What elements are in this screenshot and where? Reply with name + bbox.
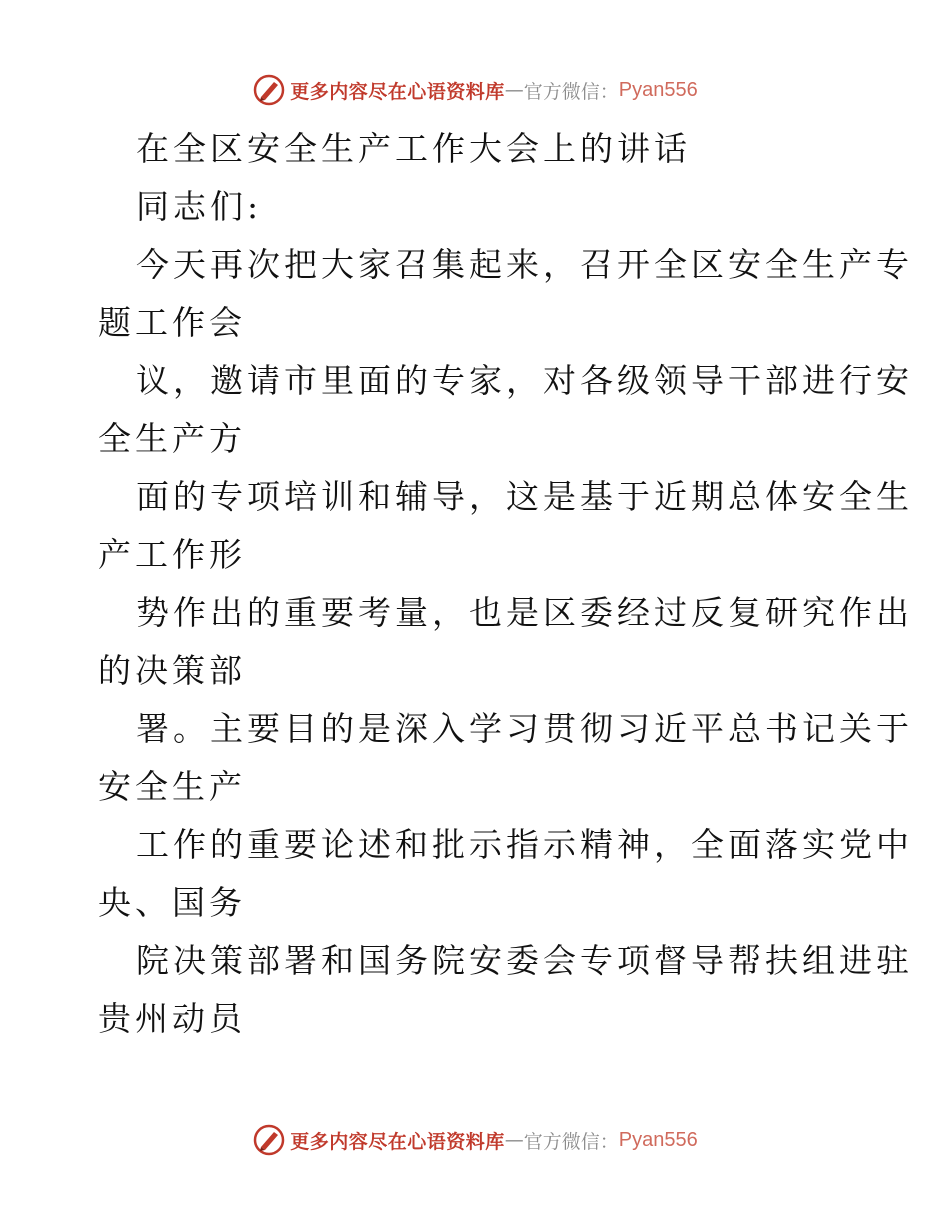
footer-banner bbox=[0, 1120, 950, 1160]
banner-dash: — bbox=[504, 1129, 524, 1151]
text-line: 议，邀请市里面的专家，对各级领导干部进行安 bbox=[136, 361, 913, 400]
header-banner bbox=[0, 70, 950, 110]
salutation: 同志们: bbox=[136, 187, 263, 226]
banner-text: 更多内容尽在心语资料库 bbox=[290, 80, 505, 103]
document-body bbox=[98, 120, 913, 1048]
banner-dash: — bbox=[504, 79, 524, 101]
pen-logo-icon bbox=[252, 1123, 286, 1157]
text-line: 院决策部署和国务院安委会专项督导帮扶组进驻 bbox=[136, 941, 913, 980]
text-line: 央、国务 bbox=[98, 883, 246, 922]
text-line: 的决策部 bbox=[98, 651, 246, 690]
banner-contact-label: 官方微信： bbox=[523, 80, 619, 103]
banner-contact-id: Pyan556 bbox=[618, 78, 698, 101]
text-line: 安全生产 bbox=[98, 767, 246, 806]
text-line: 署。主要目的是深入学习贯彻习近平总书记关于 bbox=[136, 709, 913, 748]
text-line: 产工作形 bbox=[98, 535, 246, 574]
document-title: 在全区安全生产工作大会上的讲话 bbox=[136, 129, 691, 168]
banner-contact-id: Pyan556 bbox=[618, 1128, 698, 1151]
text-line: 贵州动员 bbox=[98, 999, 246, 1038]
text-line: 势作出的重要考量，也是区委经过反复研究作出 bbox=[136, 593, 913, 632]
text-line: 全生产方 bbox=[98, 419, 246, 458]
banner-contact-label: 官方微信： bbox=[523, 1130, 619, 1153]
text-line: 今天再次把大家召集起来，召开全区安全生产专 bbox=[136, 245, 913, 284]
text-line: 工作的重要论述和批示指示精神，全面落实党中 bbox=[136, 825, 913, 864]
pen-logo-icon bbox=[252, 73, 286, 107]
text-line: 题工作会 bbox=[98, 303, 246, 342]
banner-text: 更多内容尽在心语资料库 bbox=[290, 1130, 505, 1153]
paragraph-lines bbox=[98, 236, 913, 1048]
text-line: 面的专项培训和辅导，这是基于近期总体安全生 bbox=[136, 477, 913, 516]
